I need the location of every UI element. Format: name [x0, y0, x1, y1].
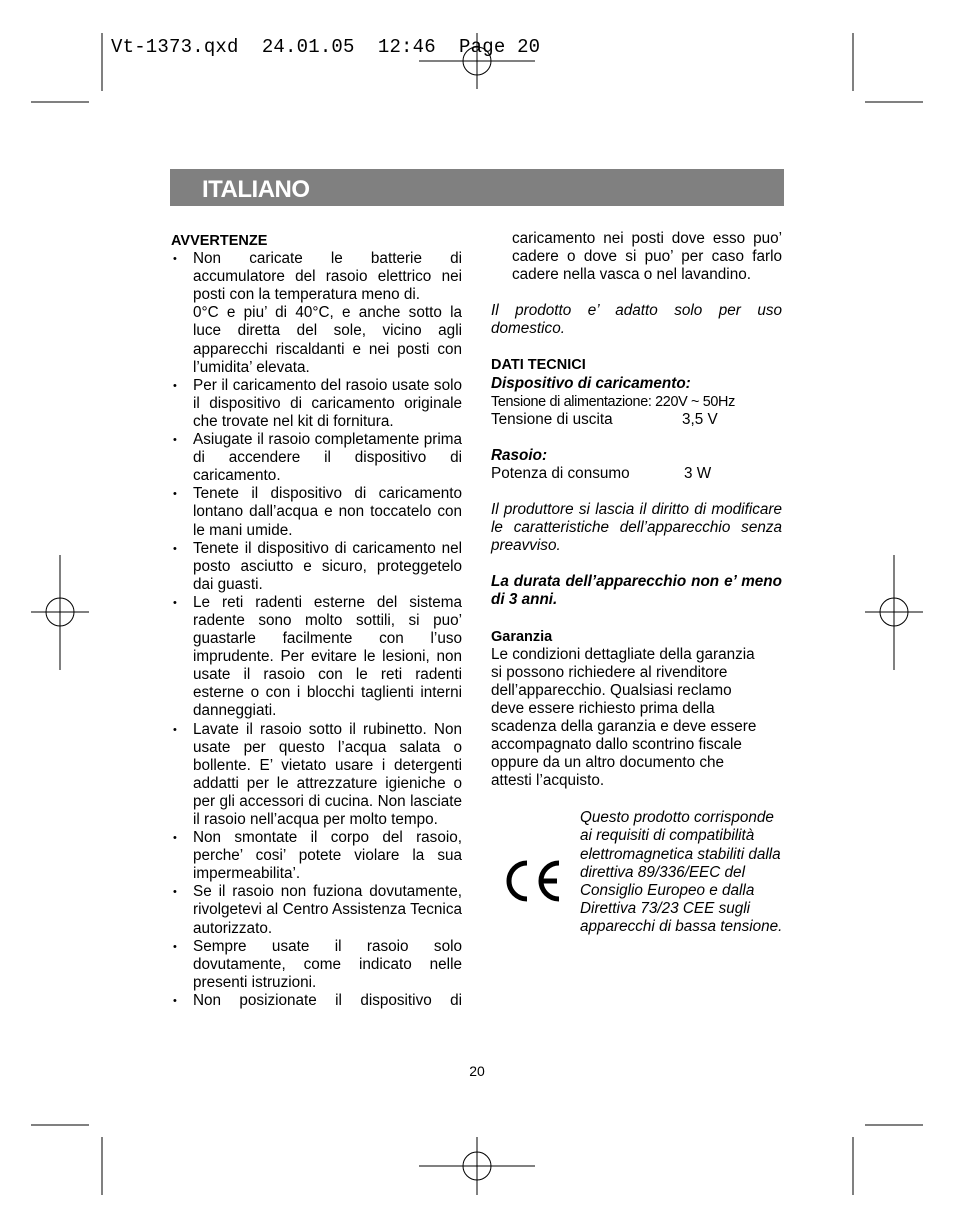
right-column	[491, 230, 782, 969]
power-label: Potenza di consumo	[491, 464, 630, 482]
rights-note: Il produttore si lascia il diritto di modificare le caratteristiche dell’apparecchio senza preavviso.	[491, 501, 782, 555]
warning-item: • Le reti radenti esterne del sistema radente sono molto sottili, si puo’ guastarle facilmente con l’uso imprudente. Per evitare le lesioni, non usate il rasoio con le reti radenti esterne o con i blocchi taglienti interni danneggiati.	[171, 594, 462, 721]
warning-item: • Per il caricamento del rasoio usate solo il dispositivo di caricamento originale che trovate nel kit di fornitura.	[171, 377, 462, 431]
warranty-text: Le condizioni dettagliate della garanzia si possono richiedere al rivenditore dell’apparecchio. Qualsiasi reclamo deve essere richiesto prima della scadenza della garanzia e deve essere accompagnato dallo scontrino fiscale oppure da un altro documento che attesti l’acquisto.	[491, 645, 757, 790]
warnings-title: AVVERTENZE	[171, 233, 268, 249]
power-value: 3 W	[684, 464, 712, 482]
warning-item: • Se il rasoio non fuziona dovutamente, rivolgetevi al Centro Assistenza Tecnica autorizzato.	[171, 883, 462, 937]
lifetime-note: La durata dell’apparecchio non e’ meno di 3 anni.	[491, 573, 782, 609]
language-title: ITALIANO	[202, 176, 310, 203]
warning-item	[171, 250, 462, 377]
output-voltage-label: Tensione di uscita	[491, 410, 613, 428]
output-voltage-value: 3,5 V	[682, 410, 718, 428]
warranty-title: Garanzia	[491, 628, 553, 645]
power-row	[491, 465, 782, 483]
warnings-list	[171, 250, 462, 1010]
domestic-use-note: Il prodotto e’ adatto solo per uso domestico.	[491, 302, 782, 338]
supply-voltage-label: Tensione di alimentazione:	[491, 393, 652, 410]
ce-compliance-text: Questo prodotto corrisponde ai requisiti di compatibilità elettromagnetica stabiliti dalla direttiva 89/336/EEC del Consiglio Europeo e dalla Direttiva 73/23 CEE sugli apparecchi di bassa tensione.	[580, 809, 783, 935]
supply-voltage-value: 220V ~ 50Hz	[655, 393, 735, 410]
warning-item: • Tenete il dispositivo di caricamento nel posto asciutto e sicuro, proteggetelo dai guasti.	[171, 540, 462, 594]
left-column	[171, 232, 462, 1010]
warning-item: • Lavate il rasoio sotto il rubinetto. Non usate per questo l’acqua salata o bollente. E’ vietato usare i detergenti addatti per le attrezzature igieniche o per gli accessori di cucina. Non lasciate il rasoio nell’acqua per molto tempo.	[171, 721, 462, 830]
shaver-title: Rasoio:	[491, 446, 548, 464]
warning-item: • Tenete il dispositivo di caricamento lontano dall’acqua e non toccatelo con le mani umide.	[171, 485, 462, 539]
output-voltage-row	[491, 411, 782, 429]
tech-data-title: DATI TECNICI	[491, 357, 586, 374]
warning-item: • Non posizionate il dispositivo di	[171, 992, 462, 1010]
ce-block	[491, 809, 782, 969]
warning-text-continued: 0°C e piu’ di 40°C, e anche sotto la luce diretta del sole, vicino agli apparecchi riscaldanti e nei posti con l’umidita’ elevata.	[193, 304, 462, 376]
ce-mark-icon	[501, 859, 565, 903]
warning-continuation: caricamento nei posti dove esso puo’ cadere o dove si puo’ per caso farlo cadere nella vasca o nel lavandino.	[512, 230, 782, 284]
page-number: 20	[469, 1063, 485, 1079]
language-header-band	[170, 169, 784, 206]
warning-item: • Sempre usate il rasoio solo dovutamente, come indicato nelle presenti istruzioni.	[171, 938, 462, 992]
supply-voltage-row	[491, 393, 782, 411]
warning-item: • Asiugate il rasoio completamente prima di accendere il dispositivo di caricamento.	[171, 431, 462, 485]
charger-title: Dispositivo di caricamento:	[491, 374, 691, 392]
warning-item: • Non smontate il corpo del rasoio, perche’ cosi’ potete violare la sua impermeabilita’.	[171, 829, 462, 883]
warning-text: Non caricate le batterie di accumulatore del rasoio elettrico nei posti con la temperatura meno di.	[193, 250, 462, 304]
print-slug: Vt-1373.qxd 24.01.05 12:46 Page 20	[111, 36, 541, 58]
